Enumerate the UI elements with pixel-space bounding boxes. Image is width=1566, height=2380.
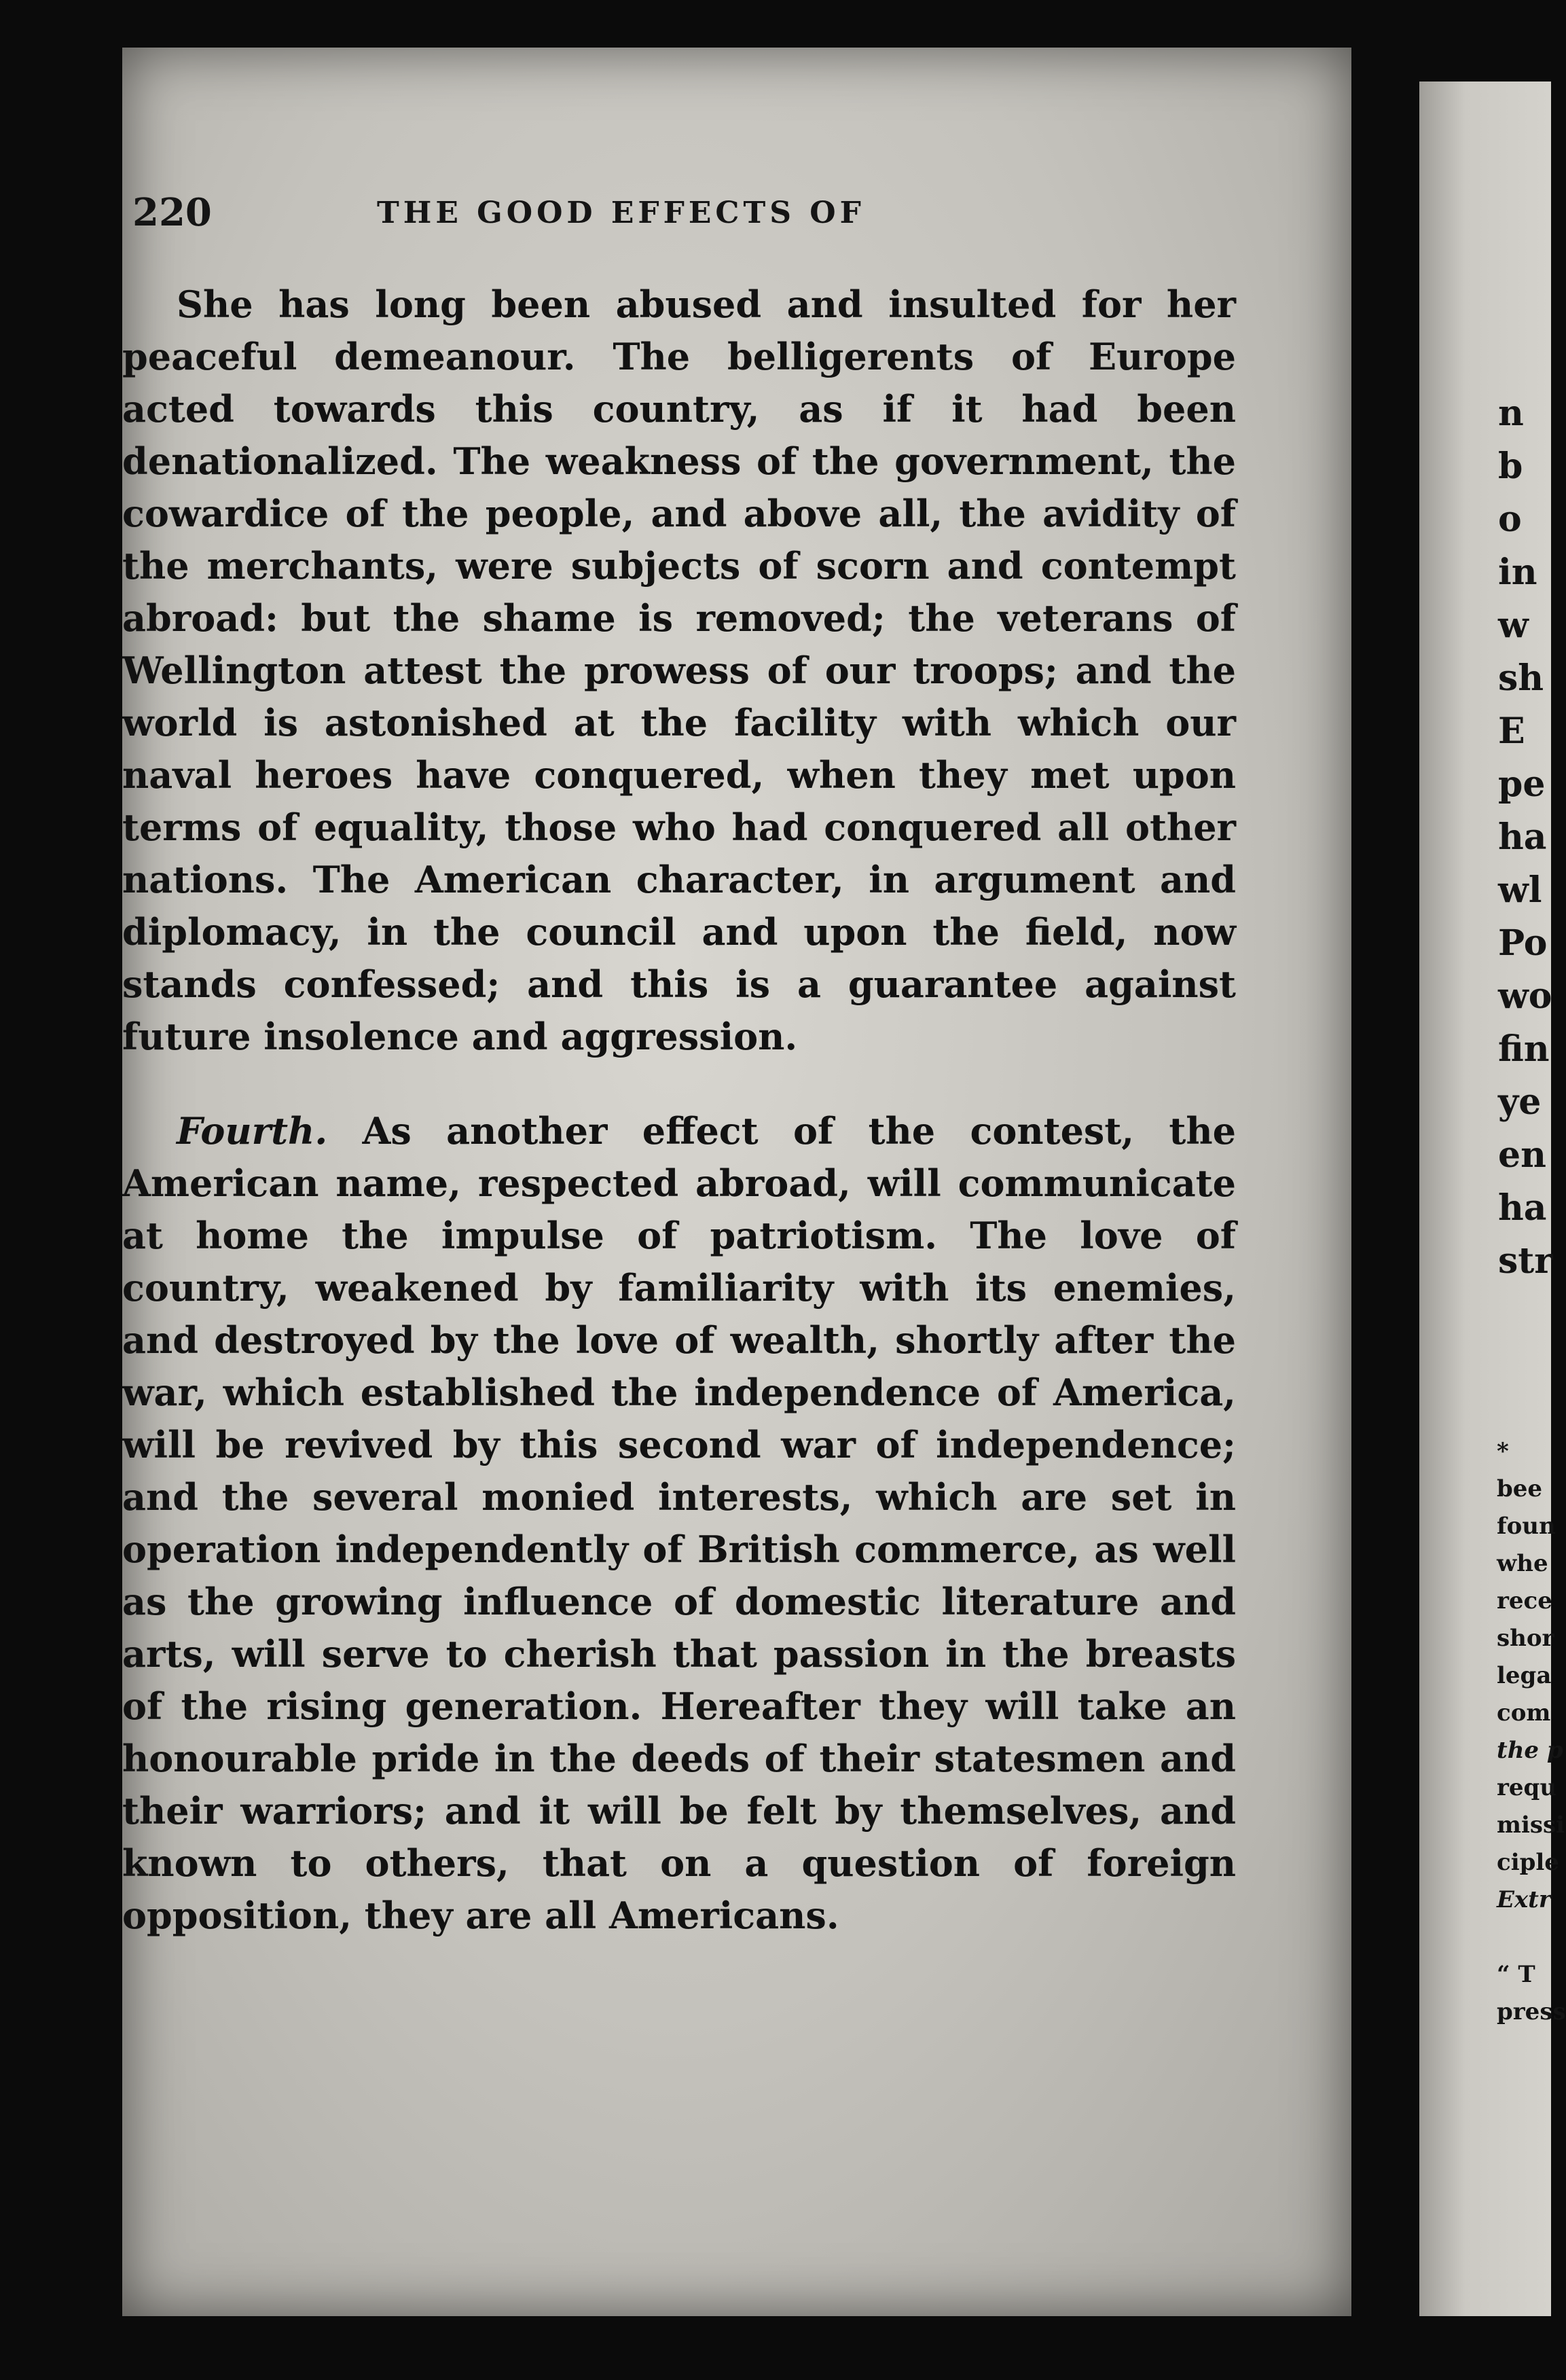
page-number: 220 (132, 190, 212, 235)
facing-line: n (1498, 393, 1524, 434)
facing-line: b (1498, 446, 1523, 487)
facing-footnote (1497, 1433, 1566, 2031)
paragraph-2 (122, 1105, 1236, 1942)
facing-line: w (1498, 605, 1529, 646)
facing-line: fin (1498, 1028, 1550, 1070)
facing-footnote-line: shor (1497, 1625, 1554, 1652)
facing-line: ha (1498, 1187, 1547, 1229)
facing-line: en (1498, 1134, 1546, 1176)
facing-line: wo (1498, 975, 1552, 1017)
facing-footnote-line: requ (1497, 1774, 1557, 1801)
facing-footnote-line: foun (1497, 1513, 1556, 1540)
paragraph-1 (122, 278, 1236, 1063)
facing-footnote-line: rece (1497, 1587, 1552, 1615)
paragraph-lead: Fourth. (177, 1109, 328, 1153)
facing-page-text (1498, 387, 1553, 1288)
facing-line: E (1498, 710, 1525, 752)
facing-line: in (1498, 552, 1537, 593)
facing-line: ha (1498, 816, 1547, 858)
facing-line: ye (1498, 1081, 1542, 1123)
facing-line: sh (1498, 657, 1544, 699)
facing-footnote-line (1497, 1919, 1566, 1956)
facing-line: wl (1498, 869, 1542, 911)
facing-footnote-line: the p (1497, 1737, 1563, 1764)
facing-footnote-line: “ T (1497, 1961, 1535, 1988)
facing-line: pe (1498, 763, 1546, 805)
facing-footnote-line: bee (1497, 1475, 1543, 1502)
facing-page (1419, 82, 1566, 2316)
facing-line: str (1498, 1240, 1553, 1282)
running-head: THE GOOD EFFECTS OF (377, 196, 865, 230)
paragraph-text: She has long been abused and insulted for her peaceful demeanour. The belligerents of Europe acted towards this country, as if it had been denationalized. The weakness of the government, the cowardice of the people, and above all, the avidity of the merchants, were subjects of scorn and contempt abroad: but the shame is removed; the veterans of Wellington attest the prowess of our troops; and the world is astonished at the facility with which our naval heroes have conquered, when they met upon terms of equality, those who had conquered all other nations. The American character, in argument and diplomacy, in the council and upon the field, now stands confessed; and this is a guarantee against future insolence and aggression. (122, 283, 1236, 1058)
page-header (132, 190, 1219, 238)
facing-footnote-line: * (1497, 1438, 1509, 1465)
facing-footnote-line: press (1497, 1998, 1566, 2025)
facing-line: o (1498, 499, 1522, 540)
facing-footnote-line: Extr (1497, 1886, 1551, 1913)
facing-line: Po (1498, 922, 1548, 964)
facing-footnote-line: missi (1497, 1811, 1565, 1839)
facing-footnote-line: whe (1497, 1550, 1548, 1577)
paragraph-text: As another effect of the contest, the American name, respected abroad, will communicate at home the impulse of patriotism. The love of country, weakened by familiarity with its enemies, and destroyed by the love of wealth, shortly after the war, which established the independence of America, will be revived by this second war of independence; and the several monied interests, which are set in operation independently of British commerce, as well as the growing influence of domestic literature and arts, will serve to cherish that passion in the breasts of the rising generation. Hereafter they will take an honourable pride in the deeds of their statesmen and their warriors; and it will be felt by themselves, and known to others, that on a question of foreign opposition, they are all Americans. (122, 1109, 1236, 1937)
body-text (122, 278, 1236, 1942)
facing-footnote-line: lega (1497, 1662, 1552, 1689)
facing-footnote-line: ciple (1497, 1849, 1559, 1876)
facing-footnote-line: com (1497, 1699, 1551, 1727)
